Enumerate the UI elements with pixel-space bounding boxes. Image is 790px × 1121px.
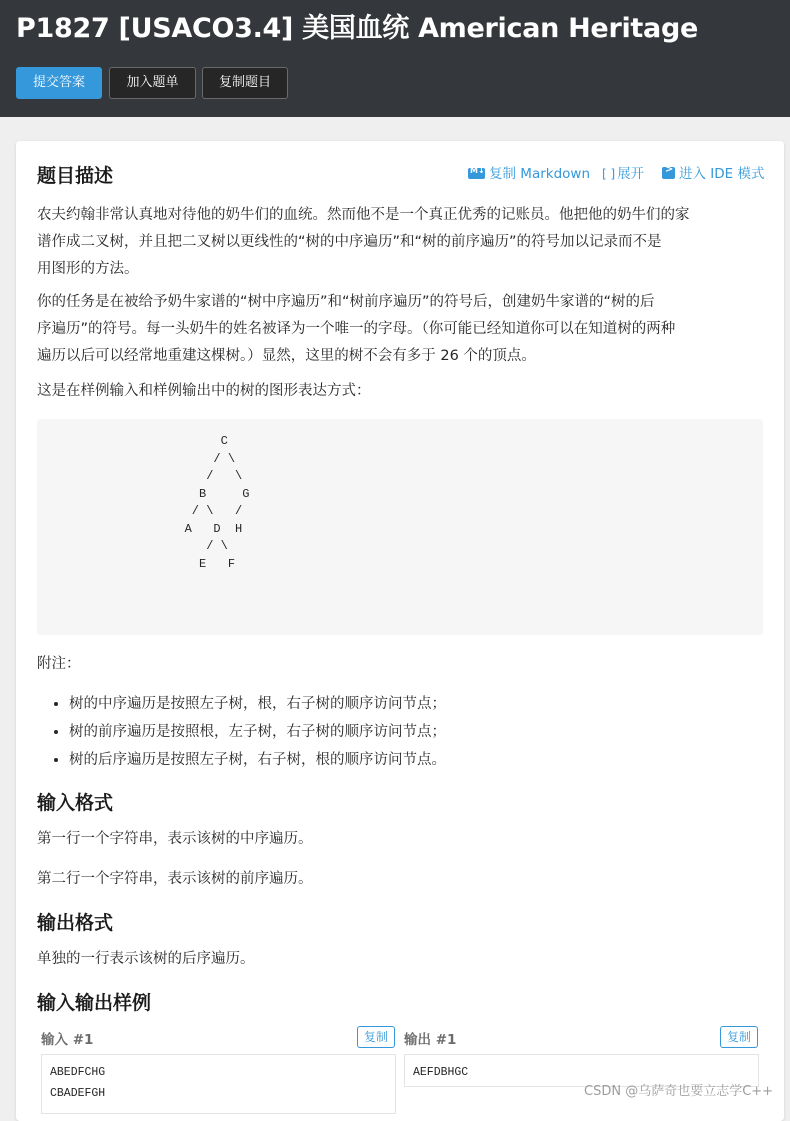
copy-output-button[interactable]: 复制	[720, 1026, 758, 1048]
csdn-watermark: CSDN @乌萨奇也要立志学C++	[584, 1084, 774, 1099]
description-paragraph-1	[37, 202, 690, 283]
tree-line: E F	[127, 556, 236, 571]
ide-mode-label: 进入 IDE 模式	[679, 166, 765, 182]
problem-header	[0, 0, 790, 117]
ide-mode-link[interactable]	[662, 162, 765, 182]
sample-line: CBADEFGH	[50, 1087, 106, 1100]
terminal-icon	[662, 167, 675, 179]
problem-title: P1827 [USACO3.4] 美国血统 American Heritage	[16, 13, 698, 44]
traversal-notes-list	[37, 690, 446, 774]
sample-line: ABEDFCHG	[50, 1066, 106, 1079]
copy-markdown-link[interactable]	[468, 162, 590, 182]
tree-line: C	[127, 434, 228, 448]
markdown-icon	[468, 168, 485, 179]
copy-problem-button[interactable]: 复制题目	[202, 67, 288, 99]
text-line: 用图形的方法。	[37, 261, 139, 277]
note-label: 附注：	[37, 656, 81, 672]
description-heading: 题目描述	[37, 165, 114, 187]
sample-output-text	[413, 1062, 468, 1083]
input-format-line-2: 第二行一个字符串，表示该树的前序遍历。	[37, 871, 313, 887]
sample-input-label: 输入 #1	[41, 1032, 94, 1048]
output-format-line-1: 单独的一行表示该树的后序遍历。	[37, 951, 255, 967]
copy-markdown-label: 复制 Markdown	[489, 166, 591, 182]
tree-line: B G	[127, 486, 250, 501]
copy-input-button[interactable]: 复制	[357, 1026, 395, 1048]
list-item: • 树的前序遍历是按照根，左子树，右子树的顺序访问节点；	[69, 718, 446, 746]
tree-line: / \	[127, 539, 228, 553]
tree-line: / \	[127, 451, 236, 466]
sample-line: AEFDBHGC	[413, 1066, 469, 1079]
output-format-heading: 输出格式	[37, 912, 114, 934]
text-line: 你的任务是在被给予奶牛家谱的“树中序遍历”和“树前序遍历”的符号后，创建奶牛家谱的“树的后	[37, 294, 655, 310]
sample-output-label: 输出 #1	[404, 1032, 457, 1048]
sample-input-box	[41, 1054, 396, 1114]
text-line: 遍历以后可以经常地重建这棵树。）显然，这里的树不会有多于 26 个的顶点。	[37, 348, 536, 364]
expand-link[interactable]	[602, 162, 644, 182]
text-line: 谱作成二叉树，并且把二叉树以更线性的“树的中序遍历”和“树的前序遍历”的符号加以记录而不是	[37, 234, 662, 250]
tree-code-block	[37, 419, 763, 635]
sample-input-text	[50, 1062, 105, 1104]
list-item: • 树的后序遍历是按照左子树，右子树，根的顺序访问节点。	[69, 746, 446, 774]
add-to-list-button[interactable]: 加入题单	[109, 67, 196, 99]
tree-line: A D H	[127, 521, 243, 536]
text-line: 序遍历”的符号。每一头奶牛的姓名被译为一个唯一的字母。（你可能已经知道你可以在知道树的两种	[37, 321, 676, 337]
expand-label: 展开	[617, 166, 645, 182]
tree-diagram	[127, 433, 249, 573]
tree-line: / \ /	[127, 504, 243, 518]
samples-heading: 输入输出样例	[37, 992, 152, 1014]
description-paragraph-3: 这是在样例输入和样例输出中的树的图形表达方式：	[37, 383, 371, 399]
input-format-line-1: 第一行一个字符串，表示该树的中序遍历。	[37, 831, 313, 847]
description-paragraph-2	[37, 289, 675, 370]
input-format-heading: 输入格式	[37, 792, 114, 814]
tree-line: / \	[127, 469, 243, 483]
expand-icon: [ ]	[602, 167, 616, 181]
list-item: • 树的中序遍历是按照左子树，根，右子树的顺序访问节点；	[69, 690, 446, 718]
text-line: 农夫约翰非常认真地对待他的奶牛们的血统。然而他不是一个真正优秀的记账员。他把他的奶牛们的家	[37, 207, 690, 223]
submit-answer-button[interactable]: 提交答案	[16, 67, 102, 99]
